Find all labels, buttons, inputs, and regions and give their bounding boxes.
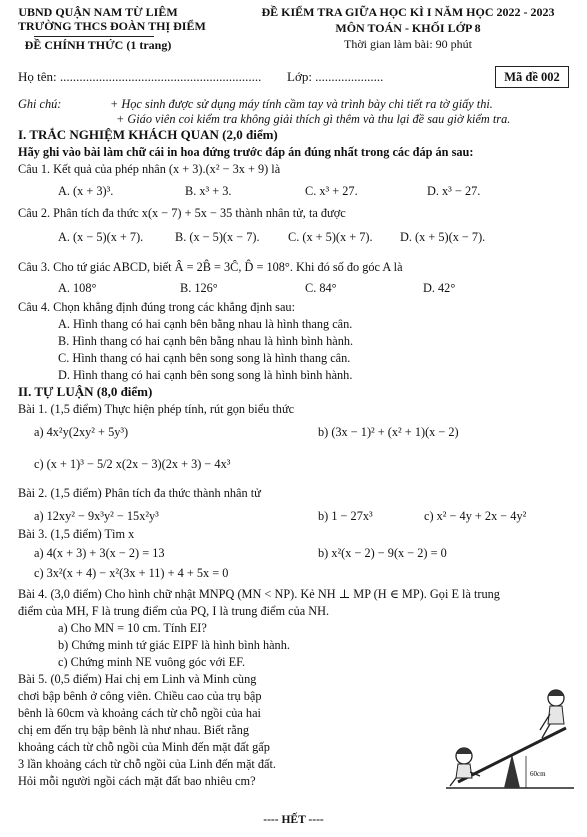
figure-height-label: 60cm bbox=[530, 770, 546, 778]
district-name: UBND QUẬN NAM TỪ LIÊM bbox=[18, 5, 178, 19]
exam-title: ĐỀ KIỂM TRA GIỮA HỌC KÌ I NĂM HỌC 2022 - 2023 bbox=[261, 5, 555, 19]
b2-part-a: a) 12xy² − 9x³y² − 15x²y³ bbox=[34, 509, 159, 523]
child-left-body bbox=[456, 764, 472, 778]
part1-instruction: Hãy ghi vào bài làm chữ cái in hoa đứng trước đáp án đúng nhất trong các đáp án sau: bbox=[18, 145, 474, 159]
q1-option-c: C. x³ + 27. bbox=[305, 184, 358, 198]
q1-stem: Câu 1. Kết quả của phép nhân (x + 3).(x² − 3x + 9) là bbox=[18, 162, 281, 176]
b4-part-b: b) Chứng minh tứ giác EIPF là hình bình hành. bbox=[58, 638, 290, 652]
b5-line-4: chị em đến trụ bập bênh là như nhau. Biết rằng bbox=[18, 723, 250, 737]
q3-option-c: C. 84° bbox=[305, 281, 337, 295]
student-name-field: Họ tên: .............................................................. bbox=[18, 69, 262, 84]
b4-part-a: a) Cho MN = 10 cm. Tính EI? bbox=[58, 621, 207, 635]
q3-option-b: B. 126° bbox=[180, 281, 218, 295]
b3-part-a: a) 4(x + 3) + 3(x − 2) = 13 bbox=[34, 546, 165, 560]
header-underline bbox=[34, 36, 154, 37]
b5-line-7: Hỏi mỗi người ngồi cách mặt đất bao nhiêu cm? bbox=[18, 774, 256, 788]
q3-option-a: A. 108° bbox=[58, 281, 97, 295]
b5-line-2: chơi bập bênh ở công viên. Chiều cao của trụ bập bbox=[18, 689, 262, 703]
note-line-1: + Học sinh được sử dụng máy tính cầm tay và trình bày chi tiết ra tờ giấy thi. bbox=[110, 97, 493, 111]
q2-option-c: C. (x + 5)(x + 7). bbox=[288, 230, 373, 244]
b2-part-b: b) 1 − 27x³ bbox=[318, 509, 373, 523]
end-marker: ---- HẾT ---- bbox=[263, 814, 324, 826]
b5-line-5: khoảng cách từ chỗ ngồi của Minh đến mặt đất gấp bbox=[18, 740, 270, 754]
b3-part-b: b) x²(x − 2) − 9(x − 2) = 0 bbox=[318, 546, 447, 560]
b4-line-1: Bài 4. (3,0 điểm) Cho hình chữ nhật MNPQ (MN < NP). Kẻ NH ⊥ MP (H ∈ MP). Gọi E là trung bbox=[18, 587, 500, 601]
school-name: TRƯỜNG THCS ĐOÀN THỊ ĐIỂM bbox=[18, 19, 206, 33]
b3-stem: Bài 3. (1,5 điểm) Tìm x bbox=[18, 527, 135, 541]
q2-option-d: D. (x + 5)(x − 7). bbox=[400, 230, 486, 244]
b5-line-1: Bài 5. (0,5 điểm) Hai chị em Linh và Minh cùng bbox=[18, 672, 257, 686]
b1-stem: Bài 1. (1,5 điểm) Thực hiện phép tính, rút gọn biểu thức bbox=[18, 402, 295, 416]
q4-stem: Câu 4. Chọn khẳng định đúng trong các khẳng định sau: bbox=[18, 300, 295, 314]
b5-line-6: 3 lần khoảng cách từ chỗ ngồi của Linh đến mặt đất. bbox=[18, 757, 276, 771]
b5-line-3: bênh là 60cm và khoảng cách từ chỗ ngồi của hai bbox=[18, 706, 261, 720]
student-class-field: Lớp: ..................... bbox=[287, 69, 384, 84]
official-label: ĐỀ CHÍNH THỨC (1 trang) bbox=[24, 38, 172, 52]
child-right-hair bbox=[548, 690, 564, 696]
q2-option-a: A. (x − 5)(x + 7). bbox=[58, 230, 144, 244]
part1-heading: I. TRẮC NGHIỆM KHÁCH QUAN (2,0 điểm) bbox=[18, 127, 278, 142]
b4-part-c: c) Chứng minh NE vuông góc với EF. bbox=[58, 655, 246, 669]
q4-option-d: D. Hình thang có hai cạnh bên song song là hình bình hành. bbox=[58, 368, 353, 382]
q2-stem: Câu 2. Phân tích đa thức x(x − 7) + 5x − 35 thành nhân tử, ta được bbox=[18, 206, 346, 220]
q4-option-a: A. Hình thang có hai cạnh bên bằng nhau là hình thang cân. bbox=[58, 317, 353, 331]
b2-part-c: c) x² − 4y + 2x − 4y² bbox=[424, 509, 527, 523]
seesaw-illustration bbox=[442, 672, 578, 792]
q3-option-d: D. 42° bbox=[423, 281, 456, 295]
note-line-2: + Giáo viên coi kiểm tra không giải thích gì thêm và thu lại đề sau giờ kiểm tra. bbox=[116, 112, 511, 126]
b1-part-b: b) (3x − 1)² + (x² + 1)(x − 2) bbox=[318, 425, 459, 439]
seesaw-figure bbox=[442, 672, 578, 792]
part2-heading: II. TỰ LUẬN (8,0 điểm) bbox=[18, 384, 153, 399]
child-left-leg bbox=[450, 778, 456, 786]
b4-line-2: điểm của MH, F là trung điểm của PQ, I là trung điểm của NH. bbox=[18, 604, 330, 618]
b2-stem: Bài 2. (1,5 điểm) Phân tích đa thức thành nhân tử bbox=[18, 486, 261, 500]
q4-option-c: C. Hình thang có hai cạnh bên song song là hình thang cân. bbox=[58, 351, 351, 365]
note-label: Ghi chú: bbox=[18, 97, 62, 111]
child-left-hair bbox=[456, 748, 472, 754]
q1-option-a: A. (x + 3)³. bbox=[58, 184, 114, 198]
q1-option-d: D. x³ − 27. bbox=[427, 184, 481, 198]
subject-title: MÔN TOÁN - KHỐI LỚP 8 bbox=[335, 21, 481, 35]
q3-stem: Câu 3. Cho tứ giác ABCD, biết Â = 2B̂ = 3Ĉ, D̂ = 108°. Khi đó số đo góc A là bbox=[18, 260, 403, 274]
b1-part-c: c) (x + 1)³ − 5/2 x(2x − 3)(2x + 3) − 4x³ bbox=[34, 457, 231, 471]
exam-code-box: Mã đề 002 bbox=[495, 66, 569, 88]
q2-option-b: B. (x − 5)(x − 7). bbox=[175, 230, 260, 244]
exam-duration: Thời gian làm bài: 90 phút bbox=[344, 37, 472, 51]
q4-option-b: B. Hình thang có hai cạnh bên bằng nhau là hình bình hành. bbox=[58, 334, 354, 348]
b1-part-a: a) 4x²y(2xy² + 5y³) bbox=[34, 425, 129, 439]
q1-option-b: B. x³ + 3. bbox=[185, 184, 232, 198]
child-right-body bbox=[548, 706, 564, 724]
b3-part-c: c) 3x²(x + 4) − x²(3x + 11) + 4 + 5x = 0 bbox=[34, 566, 229, 580]
